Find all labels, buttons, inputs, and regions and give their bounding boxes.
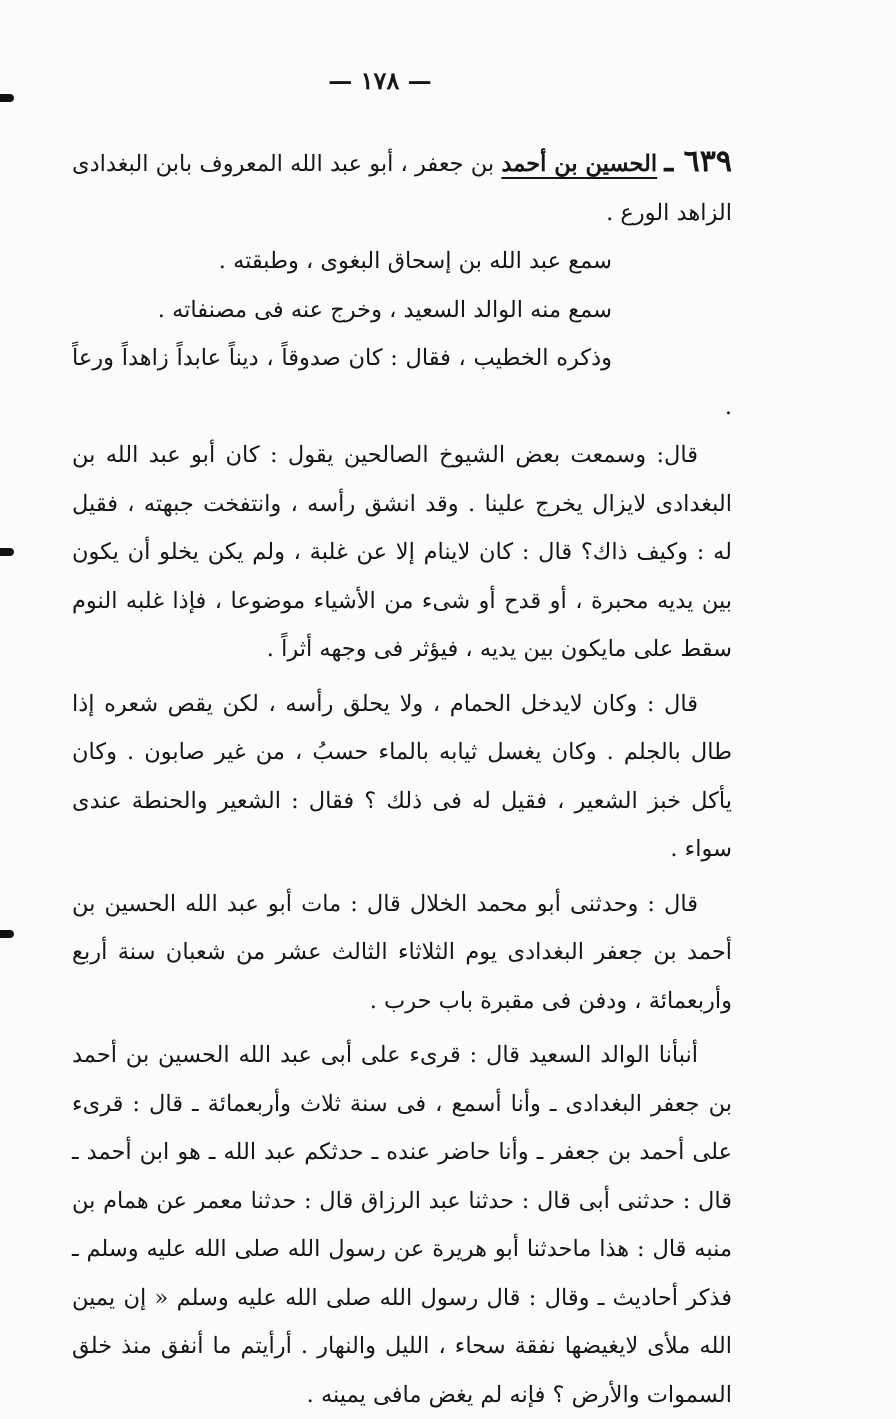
page-edge-mark bbox=[0, 94, 14, 102]
entry-name: الحسين بن أحمد bbox=[501, 151, 658, 177]
paragraph: سمع منه الوالد السعيد ، وخرج عنه فى مصنفاته . bbox=[157, 296, 612, 323]
entry-number: ٦٣٩ ـ bbox=[664, 144, 733, 179]
entry-body bbox=[72, 138, 732, 1419]
paragraph: قال: وسمعت بعض الشيوخ الصالحين يقول : كان أبو عبد الله بن البغدادى لايزال يخرج علينا . وقد انشق رأسه ، وانتفخت جبهته ، فقيل له : وكيف ذاك؟ قال : كان لاينام إلا عن غلبة ، ولم يكن يخلو أن يكون بين يديه محبرة ، أو قدح أو شىء من الأشياء موضوعا ، فإذا غلبه النوم سقط على مايكون بين يديه ، فيؤثر فى وجهه أثراً . bbox=[72, 442, 732, 662]
entry-heading bbox=[72, 138, 732, 237]
page-edge-mark bbox=[0, 548, 14, 556]
paragraph: قال : وحدثنى أبو محمد الخلال قال : مات أبو عبد الله الحسين بن أحمد بن جعفر البغدادى يوم الثلاثاء الثالث عشر من شعبان سنة أربع وأربعمائة ، ودفن فى مقبرة باب حرب . bbox=[72, 890, 732, 1014]
page-number: — ١٧٨ — bbox=[328, 66, 432, 95]
paragraph: أنبأنا الوالد السعيد قال : قرىء على أبى عبد الله الحسين بن أحمد بن جعفر البغدادى ـ وأنا أسمع ، فى سنة ثلاث وأربعمائة ـ قال : قرىء على أحمد بن جعفر ـ وأنا حاضر عنده ـ حدثكم عبد الله ـ هو ابن أحمد ـ قال : حدثنى أبى قال : حدثنا عبد الرزاق قال : حدثنا معمر عن همام بن منبه قال : هذا ماحدثنا أبو هريرة عن رسول الله صلى الله عليه وسلم ـ فذكر أحاديث ـ وقال : قال رسول الله صلى الله عليه وسلم « إن يمين الله ملأى لايغيضها نفقة سحاء ، الليل والنهار . أرأيتم ما أنفق منذ خلق السموات والأرض ؟ فإنه لم يغض مافى يمينه . bbox=[72, 1042, 732, 1408]
paragraph: سمع عبد الله بن إسحاق البغوى ، وطبقته . bbox=[218, 248, 612, 274]
entry-heading-rest: بن جعفر ، أبو عبد الله المعروف بابن البغدادى الزاهد الورع . bbox=[72, 151, 732, 226]
paragraph: قال : وكان لايدخل الحمام ، ولا يحلق رأسه ، لكن يقص شعره إذا طال بالجلم . وكان يغسل ثيابه بالماء حسبُ ، من غير صابون . وكان يأكل خبز الشعير ، فقيل له فى ذلك ؟ فقال : الشعير والحنطة عندى سواء . bbox=[72, 690, 732, 862]
paragraph: وذكره الخطيب ، فقال : كان صدوقاً ، ديناً عابداً زاهداً ورعاً . bbox=[72, 345, 732, 420]
page-edge-mark bbox=[0, 930, 14, 938]
